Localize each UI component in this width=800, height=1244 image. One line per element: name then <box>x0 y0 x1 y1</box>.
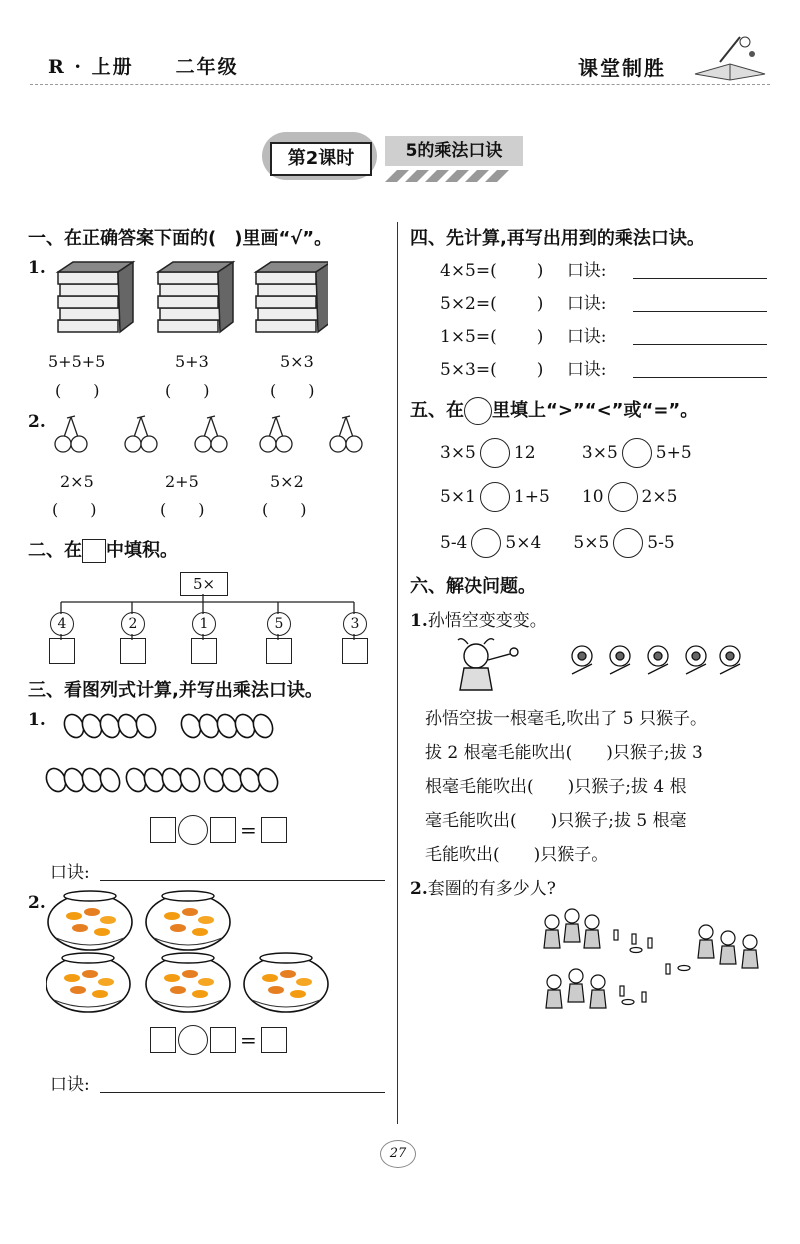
s3-q1-op-circle[interactable] <box>178 815 208 845</box>
s3-q2-formula-line[interactable] <box>100 1092 385 1093</box>
s5-r3-b-circle[interactable] <box>613 528 643 558</box>
s5-r1-a-right: 12 <box>513 443 536 463</box>
s3-q1-box-a[interactable] <box>150 817 176 843</box>
s3-q1-formula-line[interactable] <box>100 880 385 881</box>
s6-q2-num: 2. <box>410 879 428 899</box>
s3-q2-op-circle[interactable] <box>178 1025 208 1055</box>
s6-story-line-2: 拔 2 根毫毛能吹出( )只猴子;拔 3 <box>425 743 703 763</box>
s4-row-1-close: ) <box>536 261 544 281</box>
s6-q1-title: 孙悟空变变变。 <box>427 611 547 631</box>
s4-title: 四、先计算,再写出用到的乘法口诀。 <box>410 228 705 249</box>
page-number: 27 <box>380 1140 416 1168</box>
s5-row-1 <box>440 438 692 468</box>
s1-q1-num: 1. <box>28 258 46 278</box>
header-right: 课堂制胜 <box>578 56 666 80</box>
s6-q2-title: 套圈的有多少人? <box>427 879 556 899</box>
s1-q2-opt2: 2+5 <box>165 472 199 491</box>
s5-r2-b-circle[interactable] <box>608 482 638 512</box>
cherries-image <box>48 412 378 457</box>
s4-row-1-line[interactable] <box>633 278 767 279</box>
s3-q2-equation <box>150 1026 287 1054</box>
s3-q1-formula-label: 口诀: <box>50 863 90 883</box>
s2-answer-box-3[interactable] <box>191 638 217 664</box>
s2-title-post: 中填积。 <box>106 540 178 561</box>
s4-row-4-label: 口诀: <box>566 360 607 380</box>
s4-row-3-expr: 1×5=( <box>440 327 497 347</box>
header-left: R · 上册 二年级 <box>48 56 239 78</box>
s4-row-4-expr: 5×3=( <box>440 360 497 380</box>
s5-r2-b-right: 2×5 <box>641 487 678 507</box>
s2-answer-box-4[interactable] <box>266 638 292 664</box>
s4-row-3-label: 口诀: <box>566 327 607 347</box>
s6-story-line-3: 根毫毛能吹出( )只猴子;拔 4 根 <box>425 777 687 797</box>
s5-r2-b-left: 10 <box>581 487 604 507</box>
candy-groups-image <box>44 704 284 800</box>
s4-row-4-close: ) <box>536 360 544 380</box>
s4-row-3-line[interactable] <box>633 344 767 345</box>
s5-row-2 <box>440 482 677 512</box>
s3-q2-box-b[interactable] <box>210 1027 236 1053</box>
s5-r2-a-circle[interactable] <box>480 482 510 512</box>
s3-q1-equation <box>150 816 287 844</box>
s1-q2-opt1: 2×5 <box>60 472 94 491</box>
s3-q1-box-result[interactable] <box>261 817 287 843</box>
s5-title-post: 里填上“>”“<”或“=”。 <box>492 400 699 421</box>
lesson-stripes <box>375 168 525 184</box>
s1-q2-opt3: 5×2 <box>270 472 304 491</box>
s4-row-3-close: ) <box>536 327 544 347</box>
s6-q1-num: 1. <box>410 611 428 631</box>
s1-q2-answer3[interactable]: ( ) <box>262 500 307 519</box>
s3-title: 三、看图列式计算,并写出乘法口诀。 <box>28 680 323 701</box>
s3-q2-box-result[interactable] <box>261 1027 287 1053</box>
s1-title: 一、在正确答案下面的( )里画“√”。 <box>28 228 333 249</box>
s3-q2-box-a[interactable] <box>150 1027 176 1053</box>
s5-r3-b-right: 5-5 <box>647 533 675 553</box>
s6-title: 六、解决问题。 <box>410 576 536 597</box>
s4-row-2-label: 口诀: <box>566 294 607 314</box>
s5-r3-a-right: 5×4 <box>505 533 542 553</box>
monkey-king-image <box>448 636 748 694</box>
s2-answer-box-5[interactable] <box>342 638 368 664</box>
s5-title <box>410 396 698 425</box>
book-stacks-image <box>48 260 328 340</box>
s2-answer-box-1[interactable] <box>49 638 75 664</box>
s5-title-pre: 五、在 <box>410 400 464 421</box>
s4-row-2 <box>440 289 607 314</box>
s6-q1 <box>410 606 547 631</box>
s2-node-4: 5 <box>267 612 291 636</box>
s6-story-line-4: 毫毛能吹出( )只猴子;拔 5 根毫 <box>425 811 687 831</box>
s5-r1-b-circle[interactable] <box>622 438 652 468</box>
s1-q1-answer3[interactable]: ( ) <box>270 381 315 400</box>
s5-r2-a-right: 1+5 <box>513 487 550 507</box>
s3-q1-eq: = <box>240 818 257 842</box>
s5-r1-b-right: 5+5 <box>655 443 692 463</box>
header-divider <box>30 84 770 85</box>
s5-r3-a-circle[interactable] <box>471 528 501 558</box>
s3-q2-formula-label: 口诀: <box>50 1075 90 1095</box>
s1-q1-opt2: 5+3 <box>175 352 209 371</box>
s5-r3-a-left: 5-4 <box>440 533 468 553</box>
s2-node-1: 4 <box>50 612 74 636</box>
s5-r1-a-circle[interactable] <box>480 438 510 468</box>
s1-q2-num: 2. <box>28 412 46 432</box>
s1-q1-answer1[interactable]: ( ) <box>55 381 100 400</box>
s2-answer-box-2[interactable] <box>120 638 146 664</box>
s2-root-box: 5× <box>180 572 228 596</box>
s6-q2 <box>410 874 556 899</box>
s1-q2-answer1[interactable]: ( ) <box>52 500 97 519</box>
s4-row-2-expr: 5×2=( <box>440 294 497 314</box>
s6-story-line-1: 孙悟空拔一根毫毛,吹出了 5 只猴子。 <box>425 709 708 729</box>
s5-r3-b-left: 5×5 <box>573 533 610 553</box>
s4-row-3 <box>440 322 607 347</box>
s5-r1-a-left: 3×5 <box>440 443 476 463</box>
s2-node-3: 1 <box>192 612 216 636</box>
s1-q1-answer2[interactable]: ( ) <box>165 381 210 400</box>
s4-row-2-line[interactable] <box>633 311 767 312</box>
s1-q1-opt1: 5+5+5 <box>48 352 106 371</box>
s4-row-2-close: ) <box>536 294 544 314</box>
book-pen-icon <box>690 32 770 82</box>
ring-toss-kids-image <box>538 904 768 1024</box>
s2-node-5: 3 <box>343 612 367 636</box>
s4-row-4 <box>440 355 607 380</box>
column-divider <box>397 222 398 1124</box>
s6-story-line-5: 毛能吹出( )只猴子。 <box>425 845 609 865</box>
s5-r2-a-left: 5×1 <box>440 487 476 507</box>
s3-q1-box-b[interactable] <box>210 817 236 843</box>
lesson-title: 5的乘法口诀 <box>385 136 523 166</box>
s4-row-1 <box>440 256 607 281</box>
s5-title-circle <box>464 397 492 425</box>
s3-q2-eq: = <box>240 1028 257 1052</box>
s4-row-4-line[interactable] <box>633 377 767 378</box>
s3-q1-num: 1. <box>28 710 46 730</box>
s2-node-2: 2 <box>121 612 145 636</box>
fishbowls-image <box>46 890 336 1014</box>
s1-q2-answer2[interactable]: ( ) <box>160 500 205 519</box>
s2-title-pre: 二、在 <box>28 540 82 561</box>
s4-row-1-expr: 4×5=( <box>440 261 497 281</box>
s2-title <box>28 536 178 563</box>
s5-r1-b-left: 3×5 <box>581 443 618 463</box>
s3-q2-num: 2. <box>28 893 46 913</box>
lesson-label: 第2课时 <box>270 142 372 176</box>
s2-title-box <box>82 539 106 563</box>
s1-q1-opt3: 5×3 <box>280 352 314 371</box>
s5-row-3 <box>440 528 675 558</box>
s4-row-1-label: 口诀: <box>566 261 607 281</box>
